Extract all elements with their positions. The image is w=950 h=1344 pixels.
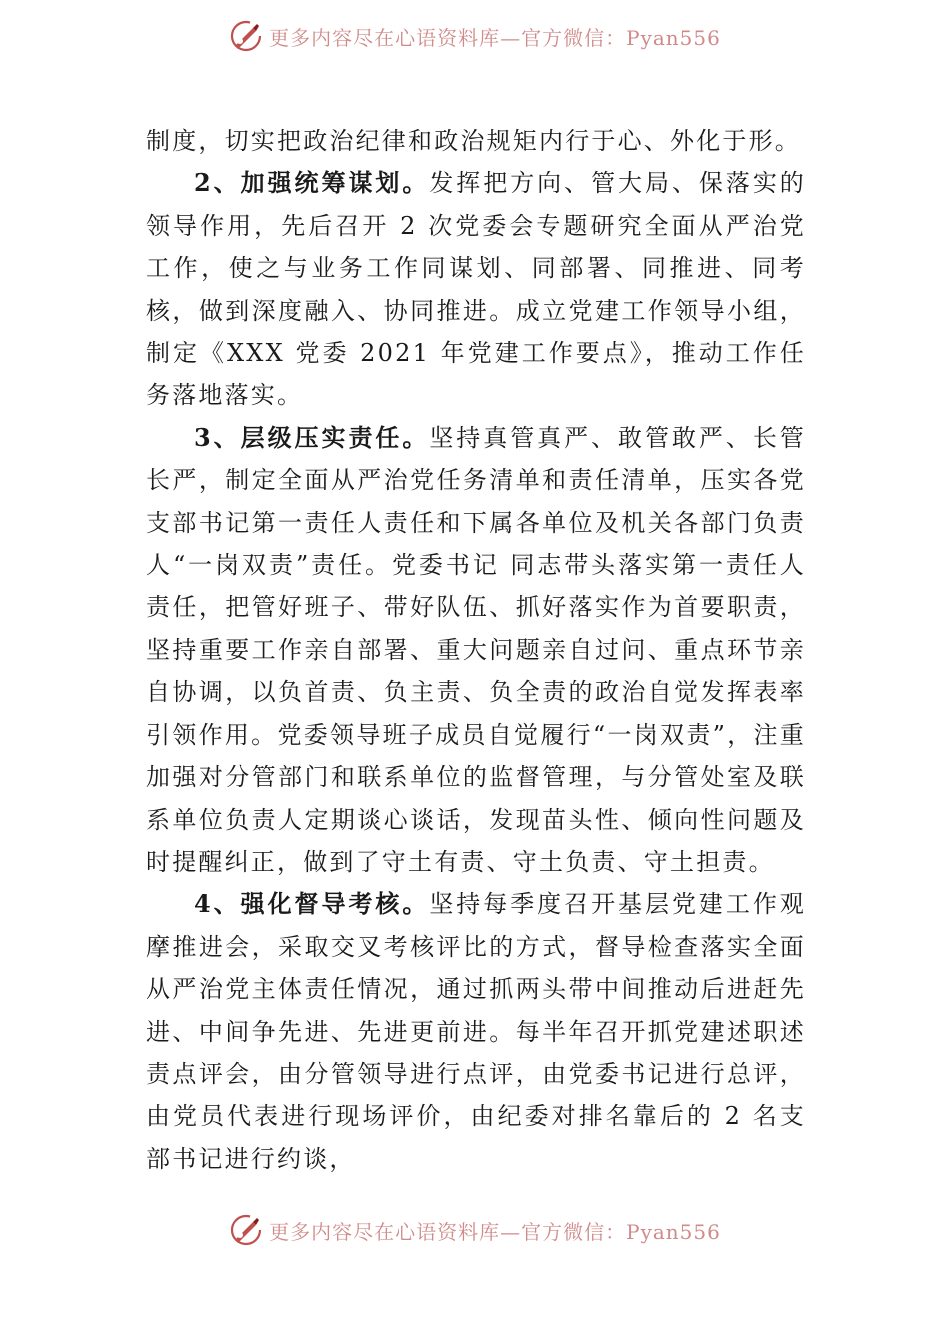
paragraph-3-body: 坚持真管真严、敢管敢严、长管长严，制定全面从严治党任务清单和责任清单，压实各党支部书记第一责任人责任和下属各单位及机关各部门负责人“一岗双责”责任。党委书记 同志带头落实第一责任人责任，把管好班子、带好队伍、抓好落实作为首要职责，坚持重要工作亲自部署、重大问题亲自过问、重点环节亲自协调，以负首责、负主责、负全责的政治自觉发挥表率引领作用。党委领导班子成员自觉履行“一岗双责”，注重加强对分管部门和联系单位的监督管理，与分管处室及联系单位负责人定期谈心谈话，发现苗头性、倾向性问题及时提醒纠正，做到了守土有责、守土负责、守土担责。 <box>146 423 806 876</box>
paragraph-2-heading: 2、加强统筹谋划。 <box>194 168 430 198</box>
watermark-text: 更多内容尽在心语资料库—官方微信：Pyan556 <box>269 1219 721 1244</box>
document-body <box>146 120 806 1180</box>
pen-logo-icon <box>229 1213 263 1247</box>
paragraph-1 <box>146 120 806 162</box>
paragraph-4 <box>146 883 806 1180</box>
paragraph-1-body: 制度，切实把政治纪律和政治规矩内行于心、外化于形。 <box>146 127 801 155</box>
paragraph-4-heading: 4、强化督导考核。 <box>194 889 430 919</box>
paragraph-4-body: 坚持每季度召开基层党建工作观摩推进会，采取交叉考核评比的方式，督导检查落实全面从严治党主体责任情况，通过抓两头带中间推动后进赶先进、中间争先进、先进更前进。每半年召开抓党建述职述责点评会，由分管领导进行点评，由党委书记进行总评，由党员代表进行现场评价，由纪委对排名靠后的 2 名支部书记进行约谈， <box>146 890 806 1173</box>
header-watermark <box>0 14 950 58</box>
watermark-text: 更多内容尽在心语资料库—官方微信：Pyan556 <box>269 25 721 50</box>
paragraph-2-body: 发挥把方向、管大局、保落实的领导作用，先后召开 2 次党委会专题研究全面从严治党工作，使之与业务工作同谋划、同部署、同推进、同考核，做到深度融入、协同推进。成立党建工作领导小组，制定《XXX 党委 2021 年党建工作要点》，推动工作任务落地落实。 <box>146 169 806 410</box>
paragraph-3 <box>146 417 806 883</box>
footer-watermark <box>0 1208 950 1252</box>
paragraph-2 <box>146 162 806 416</box>
paragraph-3-heading: 3、层级压实责任。 <box>194 422 430 452</box>
pen-logo-icon <box>229 19 263 53</box>
